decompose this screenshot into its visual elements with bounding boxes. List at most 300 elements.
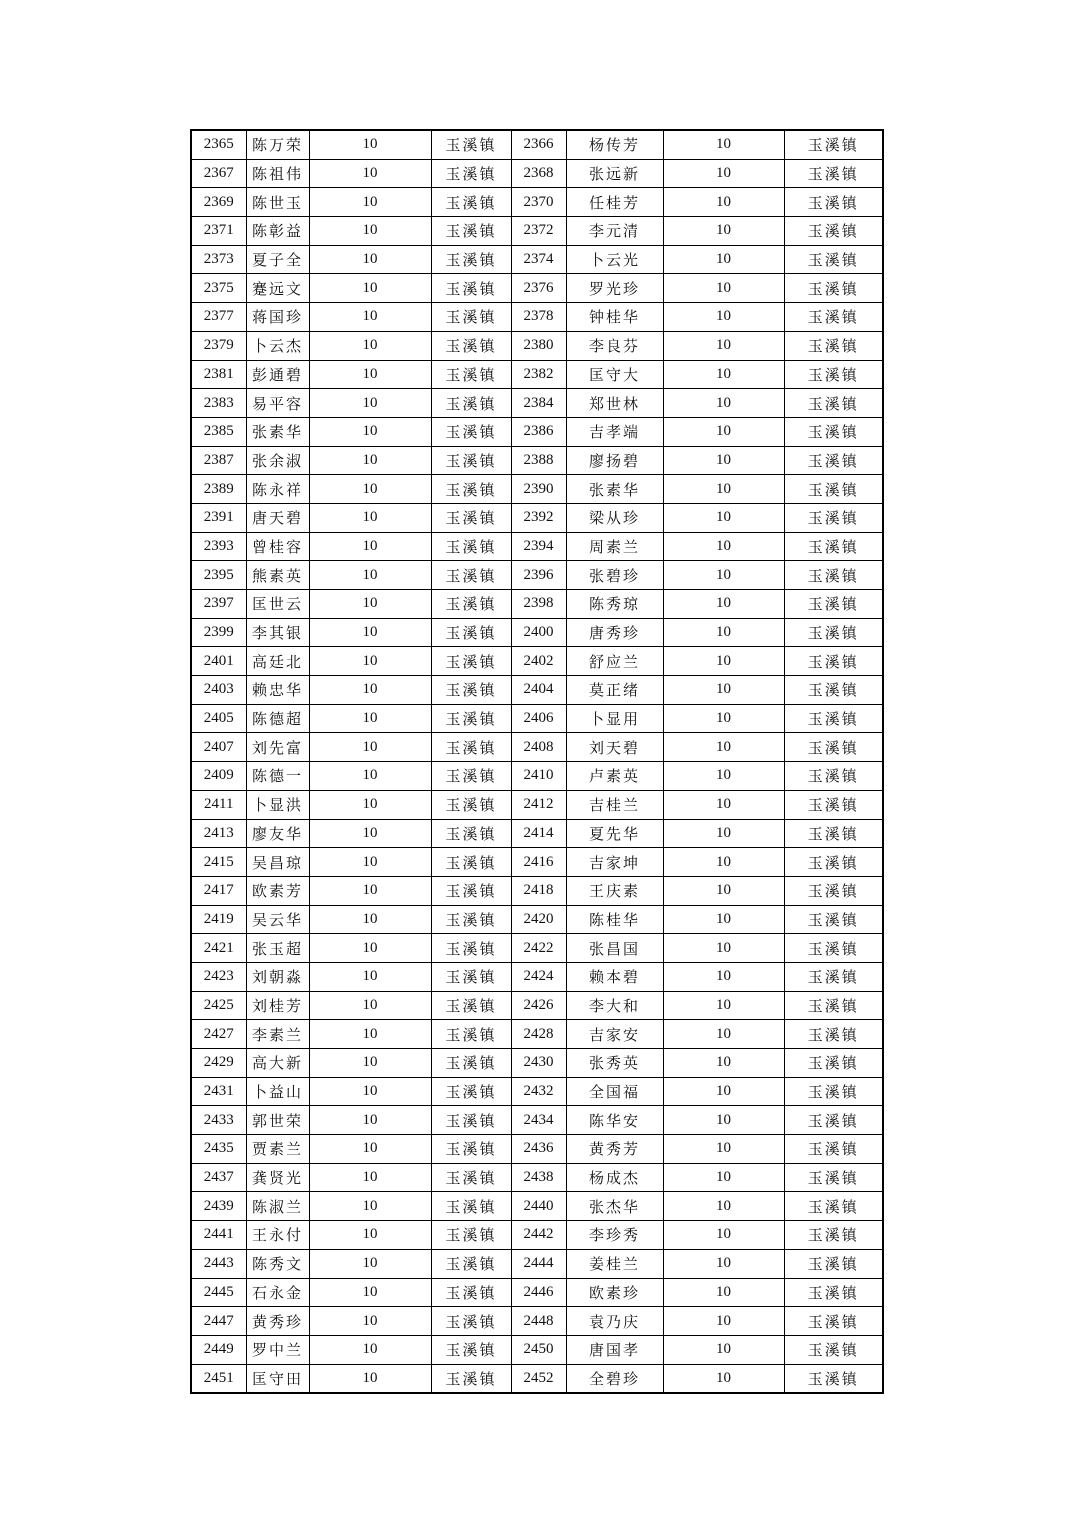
table-row (191, 274, 883, 303)
town-cell: 玉溪镇 (431, 130, 511, 159)
person-name-cell: 刘桂芳 (246, 991, 309, 1020)
person-name-cell: 张昌国 (566, 934, 663, 963)
town-cell: 玉溪镇 (431, 618, 511, 647)
town-cell: 玉溪镇 (784, 475, 883, 504)
record-number-cell: 2451 (191, 1364, 246, 1393)
person-name-cell: 刘天碧 (566, 733, 663, 762)
town-cell: 玉溪镇 (784, 1278, 883, 1307)
amount-cell: 10 (309, 561, 431, 590)
person-name-cell: 梁从珍 (566, 503, 663, 532)
record-number-cell: 2446 (511, 1278, 566, 1307)
amount-cell: 10 (663, 274, 784, 303)
record-number-cell: 2433 (191, 1106, 246, 1135)
amount-cell: 10 (663, 245, 784, 274)
amount-cell: 10 (663, 360, 784, 389)
amount-cell: 10 (309, 704, 431, 733)
table-row (191, 130, 883, 159)
town-cell: 玉溪镇 (784, 1163, 883, 1192)
town-cell: 玉溪镇 (784, 733, 883, 762)
town-cell: 玉溪镇 (784, 1364, 883, 1393)
table-row (191, 1163, 883, 1192)
amount-cell: 10 (663, 532, 784, 561)
amount-cell: 10 (663, 188, 784, 217)
person-name-cell: 张素华 (566, 475, 663, 504)
record-number-cell: 2442 (511, 1221, 566, 1250)
table-row (191, 1020, 883, 1049)
record-number-cell: 2444 (511, 1249, 566, 1278)
person-name-cell: 陈德一 (246, 762, 309, 791)
person-name-cell: 姜桂兰 (566, 1249, 663, 1278)
town-cell: 玉溪镇 (784, 217, 883, 246)
table-row (191, 618, 883, 647)
town-cell: 玉溪镇 (784, 1192, 883, 1221)
person-name-cell: 全国福 (566, 1077, 663, 1106)
person-name-cell: 匡守田 (246, 1364, 309, 1393)
person-name-cell: 龚贤光 (246, 1163, 309, 1192)
amount-cell: 10 (309, 590, 431, 619)
amount-cell: 10 (663, 819, 784, 848)
person-name-cell: 任桂芳 (566, 188, 663, 217)
person-name-cell: 李大和 (566, 991, 663, 1020)
person-name-cell: 全碧珍 (566, 1364, 663, 1393)
table-row (191, 1307, 883, 1336)
record-number-cell: 2420 (511, 905, 566, 934)
amount-cell: 10 (663, 962, 784, 991)
person-name-cell: 李素兰 (246, 1020, 309, 1049)
table-row (191, 647, 883, 676)
record-number-cell: 2407 (191, 733, 246, 762)
town-cell: 玉溪镇 (431, 590, 511, 619)
person-name-cell: 黄秀芳 (566, 1135, 663, 1164)
record-number-cell: 2379 (191, 331, 246, 360)
amount-cell: 10 (663, 1020, 784, 1049)
record-number-cell: 2384 (511, 389, 566, 418)
record-number-cell: 2426 (511, 991, 566, 1020)
person-name-cell: 罗中兰 (246, 1335, 309, 1364)
person-name-cell: 陈秀文 (246, 1249, 309, 1278)
town-cell: 玉溪镇 (431, 762, 511, 791)
record-number-cell: 2368 (511, 159, 566, 188)
record-number-cell: 2415 (191, 848, 246, 877)
town-cell: 玉溪镇 (431, 245, 511, 274)
person-name-cell: 张余淑 (246, 446, 309, 475)
amount-cell: 10 (309, 446, 431, 475)
amount-cell: 10 (309, 1106, 431, 1135)
town-cell: 玉溪镇 (431, 934, 511, 963)
table-row (191, 532, 883, 561)
amount-cell: 10 (663, 790, 784, 819)
amount-cell: 10 (663, 446, 784, 475)
amount-cell: 10 (309, 274, 431, 303)
record-number-cell: 2437 (191, 1163, 246, 1192)
record-number-cell: 2375 (191, 274, 246, 303)
town-cell: 玉溪镇 (784, 159, 883, 188)
table-row (191, 1192, 883, 1221)
person-name-cell: 夏先华 (566, 819, 663, 848)
town-cell: 玉溪镇 (784, 532, 883, 561)
town-cell: 玉溪镇 (784, 1307, 883, 1336)
town-cell: 玉溪镇 (431, 1364, 511, 1393)
amount-cell: 10 (663, 130, 784, 159)
record-number-cell: 2440 (511, 1192, 566, 1221)
person-name-cell: 高廷北 (246, 647, 309, 676)
town-cell: 玉溪镇 (431, 991, 511, 1020)
amount-cell: 10 (309, 733, 431, 762)
record-number-cell: 2413 (191, 819, 246, 848)
amount-cell: 10 (309, 934, 431, 963)
town-cell: 玉溪镇 (784, 1249, 883, 1278)
beneficiary-table (190, 129, 884, 1394)
person-name-cell: 钟桂华 (566, 303, 663, 332)
town-cell: 玉溪镇 (431, 360, 511, 389)
amount-cell: 10 (663, 1163, 784, 1192)
town-cell: 玉溪镇 (431, 733, 511, 762)
person-name-cell: 欧素芳 (246, 876, 309, 905)
person-name-cell: 石永金 (246, 1278, 309, 1307)
table-row (191, 360, 883, 389)
amount-cell: 10 (663, 1049, 784, 1078)
town-cell: 玉溪镇 (784, 762, 883, 791)
town-cell: 玉溪镇 (431, 475, 511, 504)
person-name-cell: 唐天碧 (246, 503, 309, 532)
person-name-cell: 陈永祥 (246, 475, 309, 504)
town-cell: 玉溪镇 (431, 962, 511, 991)
person-name-cell: 刘朝淼 (246, 962, 309, 991)
amount-cell: 10 (309, 962, 431, 991)
amount-cell: 10 (663, 475, 784, 504)
town-cell: 玉溪镇 (784, 590, 883, 619)
record-number-cell: 2447 (191, 1307, 246, 1336)
record-number-cell: 2452 (511, 1364, 566, 1393)
record-number-cell: 2425 (191, 991, 246, 1020)
table-row (191, 188, 883, 217)
table-row (191, 417, 883, 446)
record-number-cell: 2393 (191, 532, 246, 561)
person-name-cell: 匡守大 (566, 360, 663, 389)
town-cell: 玉溪镇 (431, 159, 511, 188)
amount-cell: 10 (309, 303, 431, 332)
amount-cell: 10 (309, 1307, 431, 1336)
record-number-cell: 2401 (191, 647, 246, 676)
person-name-cell: 陈淑兰 (246, 1192, 309, 1221)
town-cell: 玉溪镇 (431, 1163, 511, 1192)
amount-cell: 10 (663, 733, 784, 762)
amount-cell: 10 (309, 532, 431, 561)
record-number-cell: 2406 (511, 704, 566, 733)
person-name-cell: 蹇远文 (246, 274, 309, 303)
person-name-cell: 欧素珍 (566, 1278, 663, 1307)
record-number-cell: 2381 (191, 360, 246, 389)
amount-cell: 10 (309, 331, 431, 360)
table-row (191, 1249, 883, 1278)
town-cell: 玉溪镇 (784, 1135, 883, 1164)
person-name-cell: 吉家安 (566, 1020, 663, 1049)
amount-cell: 10 (309, 1192, 431, 1221)
table-row (191, 676, 883, 705)
amount-cell: 10 (663, 934, 784, 963)
record-number-cell: 2394 (511, 532, 566, 561)
amount-cell: 10 (309, 819, 431, 848)
person-name-cell: 张秀英 (566, 1049, 663, 1078)
person-name-cell: 唐国孝 (566, 1335, 663, 1364)
town-cell: 玉溪镇 (784, 561, 883, 590)
table-row (191, 217, 883, 246)
amount-cell: 10 (663, 1106, 784, 1135)
record-number-cell: 2374 (511, 245, 566, 274)
town-cell: 玉溪镇 (784, 1020, 883, 1049)
person-name-cell: 杨成杰 (566, 1163, 663, 1192)
person-name-cell: 高大新 (246, 1049, 309, 1078)
table-row (191, 819, 883, 848)
table-row (191, 704, 883, 733)
record-number-cell: 2378 (511, 303, 566, 332)
record-number-cell: 2416 (511, 848, 566, 877)
amount-cell: 10 (309, 676, 431, 705)
person-name-cell: 卜显洪 (246, 790, 309, 819)
town-cell: 玉溪镇 (784, 848, 883, 877)
town-cell: 玉溪镇 (784, 417, 883, 446)
table-row (191, 475, 883, 504)
amount-cell: 10 (309, 1278, 431, 1307)
table-row (191, 503, 883, 532)
record-number-cell: 2404 (511, 676, 566, 705)
record-number-cell: 2411 (191, 790, 246, 819)
town-cell: 玉溪镇 (431, 1307, 511, 1336)
amount-cell: 10 (663, 159, 784, 188)
amount-cell: 10 (663, 1307, 784, 1336)
table-row (191, 790, 883, 819)
town-cell: 玉溪镇 (784, 303, 883, 332)
table-row (191, 1077, 883, 1106)
person-name-cell: 吉桂兰 (566, 790, 663, 819)
record-number-cell: 2424 (511, 962, 566, 991)
amount-cell: 10 (663, 762, 784, 791)
record-number-cell: 2391 (191, 503, 246, 532)
town-cell: 玉溪镇 (784, 389, 883, 418)
record-number-cell: 2373 (191, 245, 246, 274)
person-name-cell: 黄秀珍 (246, 1307, 309, 1336)
table-row (191, 389, 883, 418)
amount-cell: 10 (309, 848, 431, 877)
person-name-cell: 张远新 (566, 159, 663, 188)
record-number-cell: 2417 (191, 876, 246, 905)
record-number-cell: 2372 (511, 217, 566, 246)
person-name-cell: 陈世玉 (246, 188, 309, 217)
amount-cell: 10 (309, 360, 431, 389)
person-name-cell: 卜显用 (566, 704, 663, 733)
amount-cell: 10 (663, 1335, 784, 1364)
town-cell: 玉溪镇 (431, 331, 511, 360)
town-cell: 玉溪镇 (431, 389, 511, 418)
amount-cell: 10 (309, 217, 431, 246)
record-number-cell: 2409 (191, 762, 246, 791)
table-row (191, 934, 883, 963)
town-cell: 玉溪镇 (431, 848, 511, 877)
record-number-cell: 2434 (511, 1106, 566, 1135)
person-name-cell: 王永付 (246, 1221, 309, 1250)
record-number-cell: 2419 (191, 905, 246, 934)
record-number-cell: 2369 (191, 188, 246, 217)
amount-cell: 10 (309, 1135, 431, 1164)
town-cell: 玉溪镇 (431, 1020, 511, 1049)
record-number-cell: 2386 (511, 417, 566, 446)
person-name-cell: 李其银 (246, 618, 309, 647)
town-cell: 玉溪镇 (784, 1106, 883, 1135)
record-number-cell: 2414 (511, 819, 566, 848)
person-name-cell: 吉孝端 (566, 417, 663, 446)
amount-cell: 10 (663, 876, 784, 905)
amount-cell: 10 (663, 1135, 784, 1164)
record-number-cell: 2439 (191, 1192, 246, 1221)
amount-cell: 10 (663, 331, 784, 360)
amount-cell: 10 (663, 1278, 784, 1307)
town-cell: 玉溪镇 (431, 1335, 511, 1364)
record-number-cell: 2422 (511, 934, 566, 963)
town-cell: 玉溪镇 (784, 1335, 883, 1364)
amount-cell: 10 (309, 475, 431, 504)
person-name-cell: 卜云光 (566, 245, 663, 274)
record-number-cell: 2390 (511, 475, 566, 504)
person-name-cell: 廖友华 (246, 819, 309, 848)
table-row (191, 848, 883, 877)
record-number-cell: 2403 (191, 676, 246, 705)
amount-cell: 10 (663, 561, 784, 590)
person-name-cell: 夏子全 (246, 245, 309, 274)
town-cell: 玉溪镇 (431, 417, 511, 446)
town-cell: 玉溪镇 (784, 962, 883, 991)
person-name-cell: 吴昌琼 (246, 848, 309, 877)
amount-cell: 10 (663, 676, 784, 705)
amount-cell: 10 (309, 991, 431, 1020)
town-cell: 玉溪镇 (431, 503, 511, 532)
record-number-cell: 2371 (191, 217, 246, 246)
amount-cell: 10 (663, 1249, 784, 1278)
amount-cell: 10 (309, 503, 431, 532)
table-row (191, 590, 883, 619)
record-number-cell: 2396 (511, 561, 566, 590)
amount-cell: 10 (663, 647, 784, 676)
amount-cell: 10 (309, 647, 431, 676)
record-number-cell: 2367 (191, 159, 246, 188)
table-row (191, 303, 883, 332)
amount-cell: 10 (663, 1077, 784, 1106)
record-number-cell: 2370 (511, 188, 566, 217)
table-row (191, 1364, 883, 1393)
record-number-cell: 2365 (191, 130, 246, 159)
record-number-cell: 2438 (511, 1163, 566, 1192)
amount-cell: 10 (309, 188, 431, 217)
town-cell: 玉溪镇 (784, 245, 883, 274)
table-body (191, 130, 883, 1393)
town-cell: 玉溪镇 (431, 188, 511, 217)
town-cell: 玉溪镇 (431, 303, 511, 332)
town-cell: 玉溪镇 (784, 704, 883, 733)
town-cell: 玉溪镇 (784, 503, 883, 532)
table-row (191, 331, 883, 360)
person-name-cell: 陈德超 (246, 704, 309, 733)
town-cell: 玉溪镇 (431, 704, 511, 733)
record-number-cell: 2388 (511, 446, 566, 475)
town-cell: 玉溪镇 (431, 1278, 511, 1307)
person-name-cell: 吴云华 (246, 905, 309, 934)
person-name-cell: 周素兰 (566, 532, 663, 561)
record-number-cell: 2421 (191, 934, 246, 963)
town-cell: 玉溪镇 (431, 274, 511, 303)
town-cell: 玉溪镇 (431, 561, 511, 590)
amount-cell: 10 (309, 1020, 431, 1049)
amount-cell: 10 (663, 905, 784, 934)
person-name-cell: 莫正绪 (566, 676, 663, 705)
table-row (191, 733, 883, 762)
town-cell: 玉溪镇 (784, 274, 883, 303)
amount-cell: 10 (663, 1221, 784, 1250)
record-number-cell: 2399 (191, 618, 246, 647)
person-name-cell: 匡世云 (246, 590, 309, 619)
town-cell: 玉溪镇 (431, 217, 511, 246)
town-cell: 玉溪镇 (431, 1221, 511, 1250)
amount-cell: 10 (663, 1364, 784, 1393)
record-number-cell: 2402 (511, 647, 566, 676)
person-name-cell: 袁乃庆 (566, 1307, 663, 1336)
person-name-cell: 张碧珍 (566, 561, 663, 590)
person-name-cell: 陈彰益 (246, 217, 309, 246)
person-name-cell: 郑世林 (566, 389, 663, 418)
person-name-cell: 张素华 (246, 417, 309, 446)
town-cell: 玉溪镇 (431, 1135, 511, 1164)
record-number-cell: 2449 (191, 1335, 246, 1364)
town-cell: 玉溪镇 (784, 188, 883, 217)
amount-cell: 10 (663, 590, 784, 619)
amount-cell: 10 (663, 217, 784, 246)
table-row (191, 762, 883, 791)
amount-cell: 10 (663, 389, 784, 418)
person-name-cell: 陈桂华 (566, 905, 663, 934)
town-cell: 玉溪镇 (431, 876, 511, 905)
amount-cell: 10 (309, 130, 431, 159)
amount-cell: 10 (309, 618, 431, 647)
town-cell: 玉溪镇 (784, 819, 883, 848)
record-number-cell: 2387 (191, 446, 246, 475)
record-number-cell: 2400 (511, 618, 566, 647)
town-cell: 玉溪镇 (784, 991, 883, 1020)
town-cell: 玉溪镇 (431, 1049, 511, 1078)
record-number-cell: 2450 (511, 1335, 566, 1364)
amount-cell: 10 (309, 1364, 431, 1393)
person-name-cell: 李元清 (566, 217, 663, 246)
record-number-cell: 2435 (191, 1135, 246, 1164)
person-name-cell: 舒应兰 (566, 647, 663, 676)
amount-cell: 10 (309, 1335, 431, 1364)
person-name-cell: 李良芬 (566, 331, 663, 360)
person-name-cell: 熊素英 (246, 561, 309, 590)
town-cell: 玉溪镇 (784, 618, 883, 647)
person-name-cell: 杨传芳 (566, 130, 663, 159)
table-row (191, 159, 883, 188)
record-number-cell: 2377 (191, 303, 246, 332)
record-number-cell: 2397 (191, 590, 246, 619)
record-number-cell: 2436 (511, 1135, 566, 1164)
person-name-cell: 罗光珍 (566, 274, 663, 303)
amount-cell: 10 (309, 790, 431, 819)
amount-cell: 10 (309, 159, 431, 188)
amount-cell: 10 (663, 848, 784, 877)
town-cell: 玉溪镇 (431, 446, 511, 475)
table-row (191, 1278, 883, 1307)
person-name-cell: 陈万荣 (246, 130, 309, 159)
record-number-cell: 2448 (511, 1307, 566, 1336)
town-cell: 玉溪镇 (784, 647, 883, 676)
town-cell: 玉溪镇 (784, 1049, 883, 1078)
